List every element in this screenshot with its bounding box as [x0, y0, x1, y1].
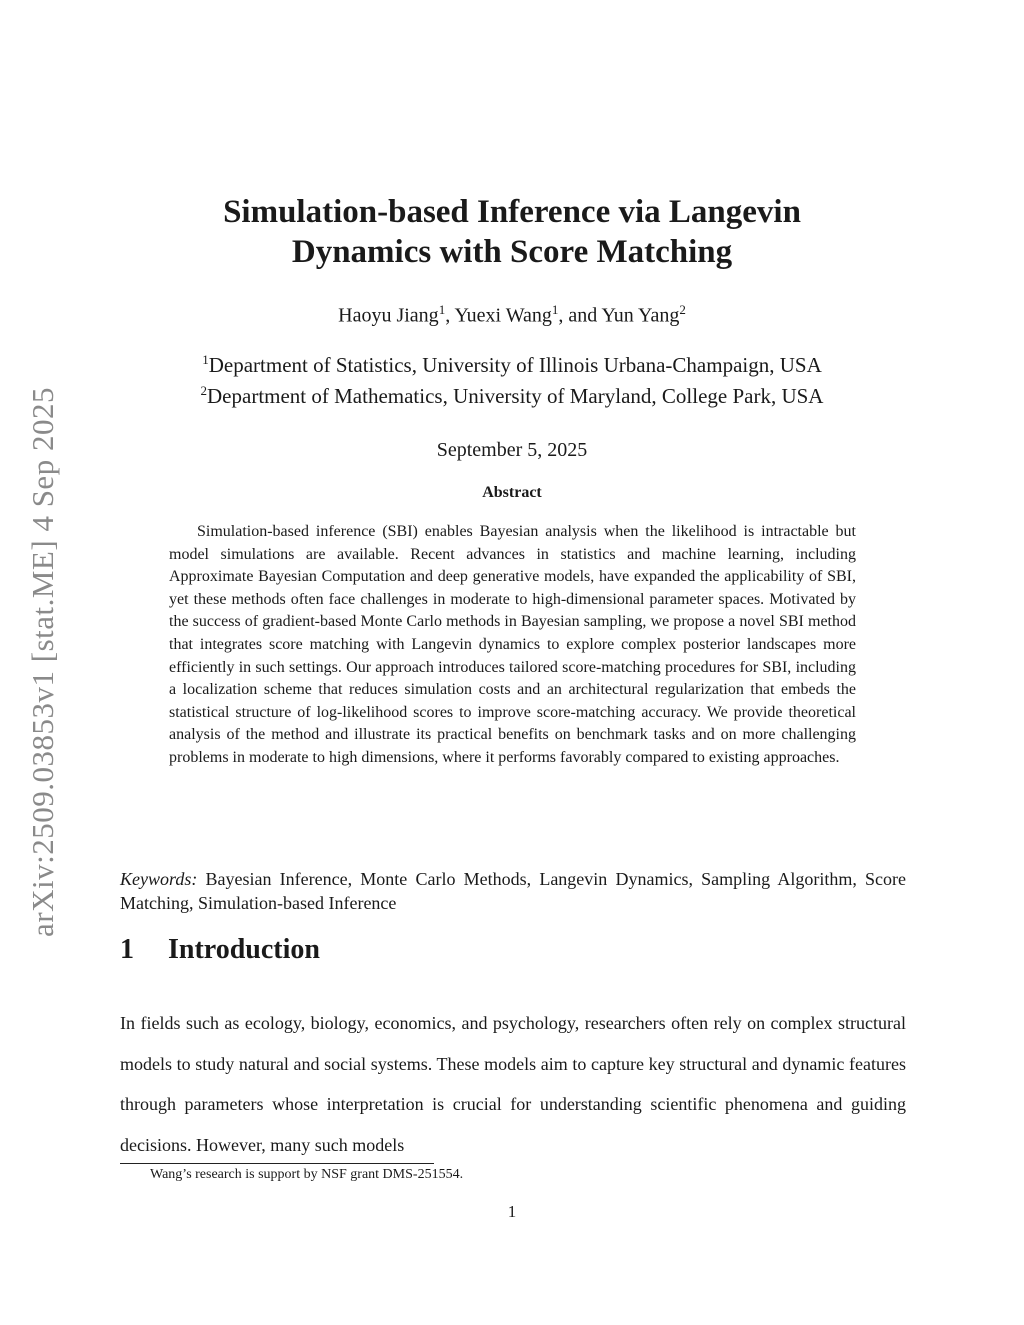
author-separator: , and — [558, 304, 602, 327]
publication-date: September 5, 2025 — [436, 439, 588, 461]
affiliation-text: Department of Statistics, University of Illinois Urbana-Champaign, USA — [208, 353, 822, 377]
keywords-label: Keywords: — [120, 869, 198, 889]
affiliation-1 — [100, 352, 924, 378]
affiliation-text: Department of Mathematics, University of Maryland, College Park, USA — [207, 384, 824, 408]
section-heading — [120, 934, 320, 966]
paper-title — [100, 192, 924, 272]
title-line-2: Dynamics with Score Matching — [291, 234, 733, 270]
affiliation-2 — [100, 383, 924, 409]
author-affil-mark: 2 — [679, 302, 686, 317]
author-separator: , — [445, 304, 455, 327]
author-affil-mark: 1 — [438, 302, 446, 317]
abstract-heading: Abstract — [482, 484, 542, 501]
author-affil-mark: 1 — [551, 302, 559, 317]
keywords — [120, 867, 906, 915]
footnote-rule — [120, 1163, 434, 1164]
section-title: Introduction — [168, 934, 320, 965]
abstract-body: Simulation-based inference (SBI) enables Bayesian analysis when the likelihood is intractable but model simulations are available. Recent advances in statistics and machine learning, including Approximate Bayesian Computation and deep generative models, have expanded the applicability of SBI, yet these methods often face challenges in moderate to high-dimensional parameter spaces. Motivated by the success of gradient-based Monte Carlo methods in Bayesian sampling, we propose a novel SBI method that integrates score matching with Langevin dynamics to explore complex posterior landscapes more efficiently in such settings. Our approach introduces tailored score-matching procedures for SBI, including a localization scheme that reduces simulation costs and an architectural regularization that embeds the statistical structure of log-likelihood scores to improve score-matching accuracy. We provide theoretical analysis of the method and illustrate its practical benefits on benchmark tasks and on more challenging problems in moderate to high dimensions, where it performs favorably compared to existing approaches. — [169, 523, 856, 766]
affiliation-mark: 1 — [202, 352, 209, 367]
author-name: Yun Yang — [601, 304, 680, 327]
page-number: 1 — [507, 1202, 517, 1221]
keywords-text: Bayesian Inference, Monte Carlo Methods, Langevin Dynamics, Sampling Algorithm, Score Matching, Simulation-based Inference — [120, 869, 907, 913]
intro-paragraph: In fields such as ecology, biology, economics, and psychology, researchers often rely on complex structural models to study natural and social systems. These models aim to capture key structural and dynamic features through parameters whose interpretation is crucial for understanding scientific phenomena and guiding decisions. However, many such models — [120, 1013, 906, 1156]
author-list — [100, 302, 924, 328]
title-line-1: Simulation-based Inference via Langevin — [223, 194, 801, 230]
author-name: Haoyu Jiang — [338, 304, 439, 327]
author-name: Yuexi Wang — [454, 304, 552, 327]
arxiv-side-stamp: arXiv:2509.03853v1 [stat.ME] 4 Sep 2025 — [25, 387, 60, 937]
section-number: 1 — [120, 934, 134, 965]
footnote: Wang’s research is support by NSF grant DMS-251554. — [150, 1167, 464, 1182]
affiliation-mark: 2 — [200, 383, 208, 398]
